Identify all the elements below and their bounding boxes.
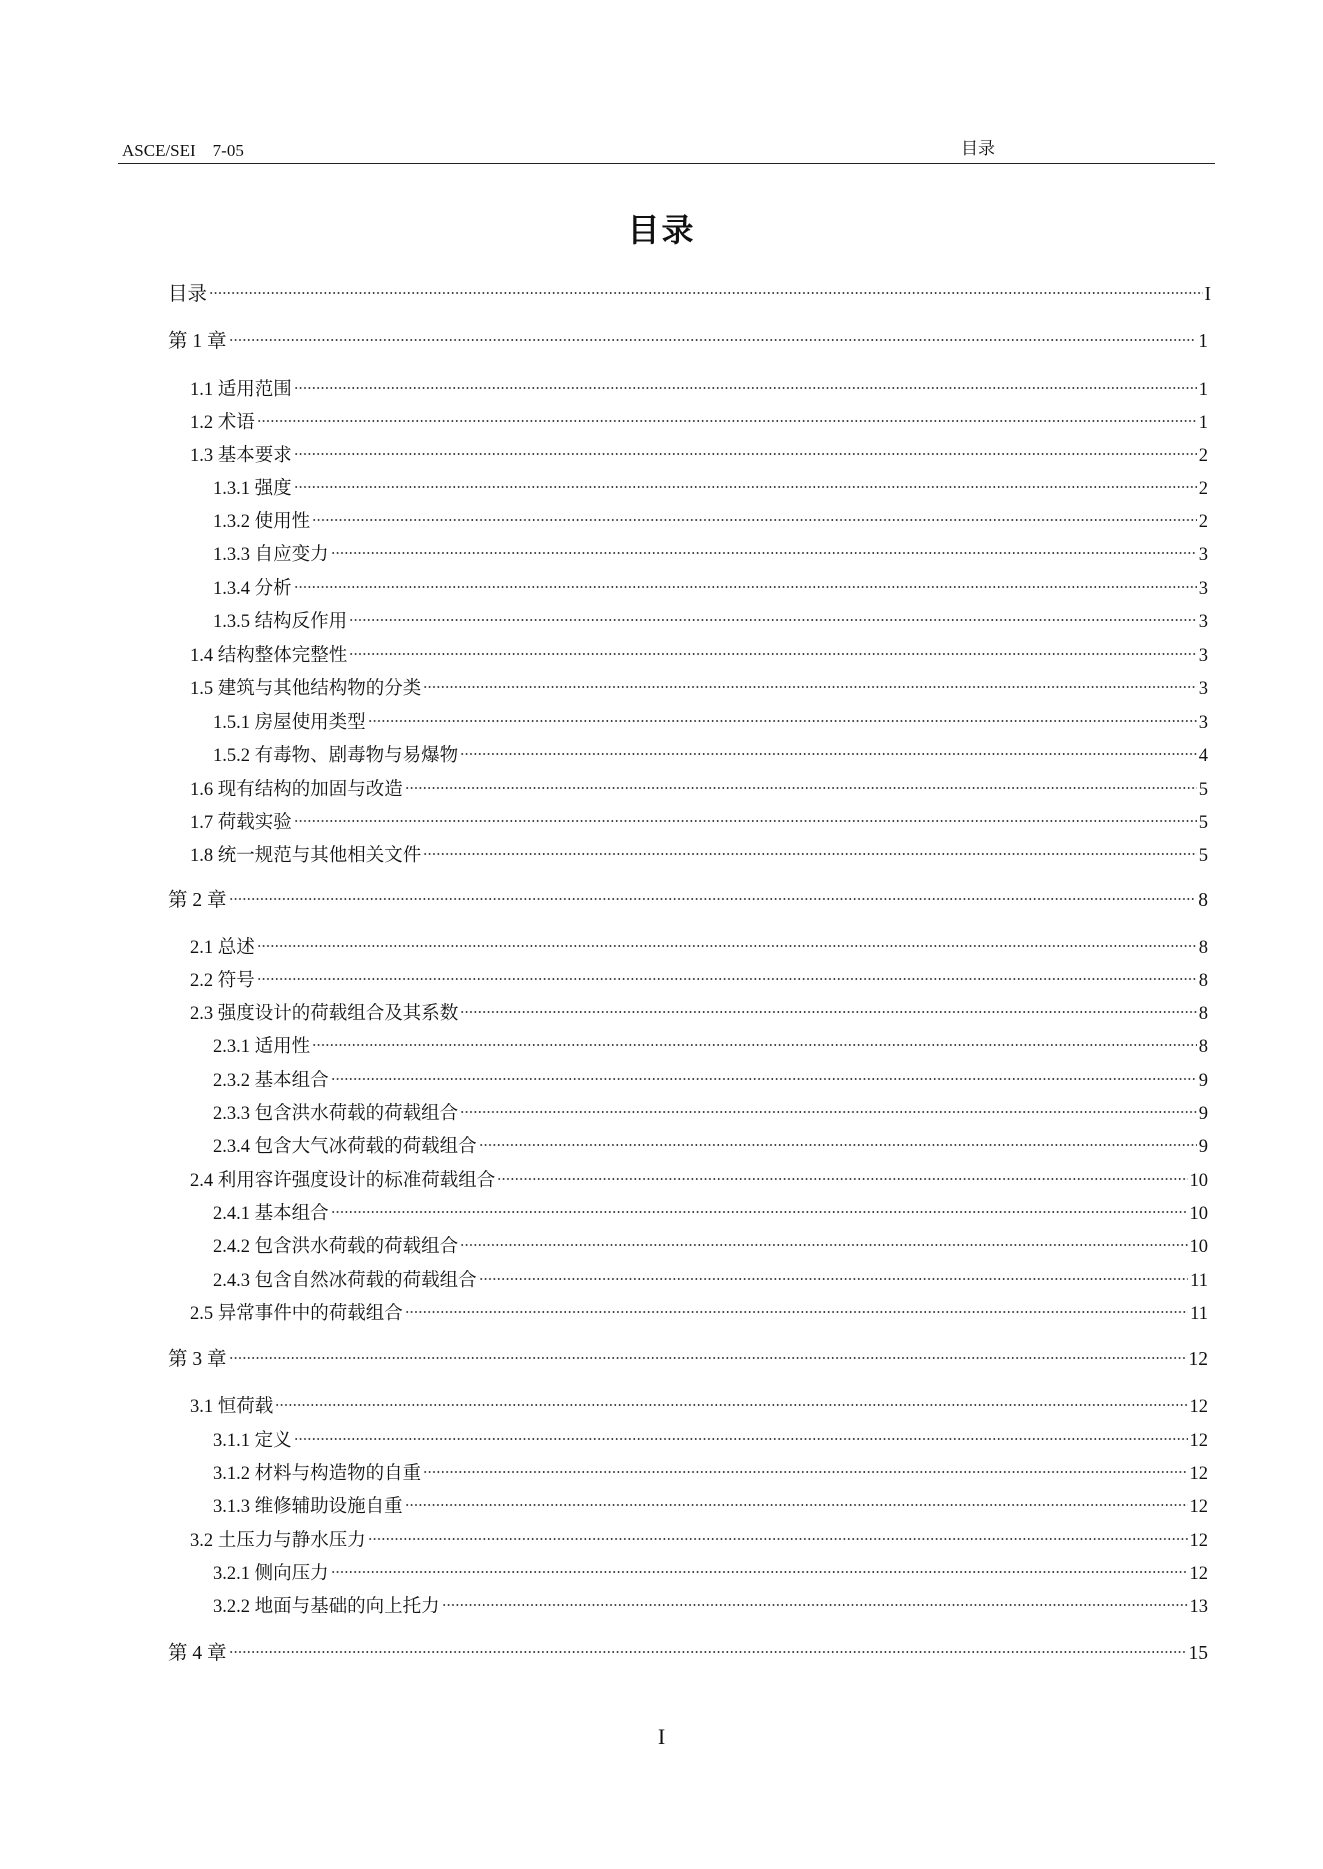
toc-entry-page: 12 — [1189, 1564, 1208, 1584]
toc-entry-label: 第 2 章 — [168, 890, 227, 911]
toc-entry-label: 1.8 统一规范与其他相关文件 — [190, 846, 422, 866]
header-section-title: 目录 — [961, 139, 995, 158]
toc-dot-leader — [331, 1193, 1188, 1219]
toc-entry-page: 2 — [1198, 512, 1208, 532]
toc-entry[interactable] — [213, 1126, 1208, 1157]
toc-dot-leader — [479, 1260, 1189, 1286]
toc-entry[interactable] — [213, 1553, 1208, 1584]
toc-entry-label: 第 4 章 — [168, 1643, 227, 1664]
toc-entry-page: 8 — [1198, 1004, 1208, 1024]
toc-dot-leader — [294, 802, 1197, 828]
toc-entry-page: 12 — [1189, 1464, 1208, 1484]
toc-entry-label: 2.1 总述 — [190, 938, 255, 958]
toc-entry[interactable] — [190, 1160, 1208, 1191]
toc-entry-label: 2.2 符号 — [190, 971, 255, 991]
toc-entry-label: 3.1.2 材料与构造物的自重 — [213, 1464, 422, 1484]
toc-dot-leader — [368, 702, 1197, 728]
toc-entry[interactable] — [213, 501, 1208, 532]
page-number: I — [657, 1724, 666, 1749]
toc-dot-leader — [294, 568, 1197, 594]
toc-dot-leader — [257, 402, 1197, 428]
toc-entry-label: 1.1 适用范围 — [190, 380, 292, 400]
toc-entry-page: 12 — [1189, 1397, 1208, 1417]
toc-entry-page: 12 — [1189, 1531, 1208, 1551]
toc-entry[interactable] — [190, 960, 1208, 991]
toc-entry[interactable] — [190, 1293, 1208, 1324]
toc-entry-label: 1.3.3 自应变力 — [213, 545, 329, 565]
toc-dot-leader — [331, 1060, 1197, 1086]
toc-entry-label: 1.4 结构整体完整性 — [190, 646, 348, 666]
toc-entry-label: 1.3.4 分析 — [213, 579, 292, 599]
toc-dot-leader — [460, 993, 1196, 1019]
page-header — [118, 134, 1215, 164]
toc-entry-page: 9 — [1198, 1137, 1208, 1157]
toc-entry-page: 12 — [1189, 1497, 1208, 1517]
toc-entry-label: 1.2 术语 — [190, 413, 255, 433]
toc-entry-page: 10 — [1189, 1237, 1208, 1257]
toc-entry[interactable] — [190, 369, 1208, 400]
toc-entry[interactable] — [213, 1093, 1208, 1124]
toc-entry[interactable] — [190, 927, 1208, 958]
toc-dot-leader — [479, 1126, 1197, 1152]
toc-entry[interactable] — [190, 769, 1208, 800]
toc-dot-leader — [442, 1586, 1188, 1612]
toc-entry-label: 1.6 现有结构的加固与改造 — [190, 780, 403, 800]
toc-entry-page: 9 — [1198, 1104, 1208, 1124]
toc-entry-page: 4 — [1198, 746, 1208, 766]
toc-entry[interactable] — [190, 402, 1208, 433]
toc-entry-page: 12 — [1189, 1431, 1208, 1451]
toc-dot-leader — [349, 635, 1196, 661]
toc-entry-label: 第 1 章 — [168, 331, 227, 352]
toc-dot-leader — [423, 1453, 1187, 1479]
toc-entry[interactable] — [190, 668, 1208, 699]
toc-entry-label: 1.5 建筑与其他结构物的分类 — [190, 679, 422, 699]
toc-entry-page: 11 — [1190, 1304, 1208, 1324]
toc-entry[interactable] — [213, 1420, 1208, 1451]
toc-entry-label: 3.1.1 定义 — [213, 1431, 292, 1451]
toc-entry-page: 3 — [1198, 545, 1208, 565]
toc-dot-leader — [257, 960, 1197, 986]
toc-entry-label: 3.2 土压力与静水压力 — [190, 1531, 366, 1551]
toc-entry-label: 1.5.2 有毒物、剧毒物与易爆物 — [213, 746, 459, 766]
toc-entry-page: 5 — [1198, 813, 1208, 833]
toc-entry[interactable] — [190, 1386, 1208, 1417]
toc-entry-label: 3.2.1 侧向压力 — [213, 1564, 329, 1584]
toc-dot-leader — [257, 927, 1197, 953]
toc-entry-label: 2.3 强度设计的荷载组合及其系数 — [190, 1004, 459, 1024]
toc-entry[interactable] — [213, 1260, 1208, 1291]
toc-entry-label: 2.3.4 包含大气冰荷载的荷载组合 — [213, 1137, 477, 1157]
toc-entry-page: 3 — [1198, 579, 1208, 599]
toc-entry-page: 12 — [1188, 1349, 1208, 1370]
toc-entry-page: 3 — [1198, 646, 1208, 666]
toc-dot-leader — [312, 1026, 1197, 1052]
toc-entry-page: 10 — [1189, 1171, 1208, 1191]
toc-entry-page: 2 — [1198, 446, 1208, 466]
toc-entry-page: 3 — [1198, 713, 1208, 733]
toc-entry-page: 5 — [1198, 780, 1208, 800]
toc-entry[interactable] — [213, 468, 1208, 499]
toc-dot-leader — [331, 1553, 1188, 1579]
toc-entry-label: 2.3.2 基本组合 — [213, 1071, 329, 1091]
toc-entry[interactable] — [213, 1060, 1208, 1091]
toc-dot-leader — [423, 668, 1196, 694]
toc-entry[interactable] — [168, 274, 1211, 305]
toc-entry[interactable] — [213, 735, 1208, 766]
toc-entry[interactable] — [168, 880, 1208, 911]
toc-entry-page: 2 — [1198, 479, 1208, 499]
toc-entry[interactable] — [168, 1339, 1208, 1370]
toc-entry-label: 2.5 异常事件中的荷载组合 — [190, 1304, 403, 1324]
toc-entry[interactable] — [190, 802, 1208, 833]
toc-entry-label: 2.4.2 包含洪水荷载的荷载组合 — [213, 1237, 459, 1257]
toc-dot-leader — [460, 1093, 1197, 1119]
toc-entry-label: 2.4 利用容许强度设计的标准荷载组合 — [190, 1171, 496, 1191]
toc-dot-leader — [229, 321, 1197, 347]
toc-entry-label: 第 3 章 — [168, 1349, 227, 1370]
toc-entry[interactable] — [213, 1026, 1208, 1057]
toc-dot-leader — [209, 274, 1202, 300]
toc-entry[interactable] — [190, 635, 1208, 666]
toc-entry-label: 2.4.3 包含自然冰荷载的荷载组合 — [213, 1271, 477, 1291]
toc-entry-page: 15 — [1188, 1643, 1208, 1664]
toc-entry-page: 11 — [1190, 1271, 1208, 1291]
toc-entry-page: 1 — [1198, 413, 1208, 433]
toc-entry-page: 3 — [1198, 612, 1208, 632]
toc-entry[interactable] — [213, 601, 1208, 632]
toc-entry-label: 3.2.2 地面与基础的向上托力 — [213, 1597, 440, 1617]
toc-entry-label: 1.3.2 使用性 — [213, 512, 311, 532]
toc-entry-label: 1.7 荷载实验 — [190, 813, 292, 833]
toc-entry-page: 3 — [1198, 679, 1208, 699]
toc-entry[interactable] — [213, 1453, 1208, 1484]
toc-dot-leader — [349, 601, 1197, 627]
toc-dot-leader — [497, 1160, 1187, 1186]
toc-entry-page: I — [1204, 284, 1211, 305]
toc-dot-leader — [405, 1293, 1188, 1319]
toc-entry-page: 8 — [1198, 1037, 1208, 1057]
toc-dot-leader — [229, 880, 1197, 906]
toc-entry-label: 1.3.1 强度 — [213, 479, 292, 499]
toc-entry-label: 1.5.1 房屋使用类型 — [213, 713, 366, 733]
toc-entry[interactable] — [213, 568, 1208, 599]
toc-dot-leader — [423, 835, 1196, 861]
toc-entry-page: 9 — [1198, 1071, 1208, 1091]
toc-dot-leader — [229, 1633, 1187, 1659]
toc-entry[interactable] — [168, 1633, 1208, 1664]
toc-entry[interactable] — [213, 1586, 1208, 1617]
toc-entry-label: 1.3.5 结构反作用 — [213, 612, 348, 632]
toc-entry-label: 2.4.1 基本组合 — [213, 1204, 329, 1224]
toc-entry[interactable] — [213, 1486, 1208, 1517]
toc-dot-leader — [294, 468, 1197, 494]
toc-entry[interactable] — [213, 1226, 1208, 1257]
toc-entry[interactable] — [190, 1520, 1208, 1551]
toc-entry[interactable] — [190, 835, 1208, 866]
toc-dot-leader — [294, 369, 1197, 395]
toc-entry-page: 8 — [1198, 971, 1208, 991]
toc-entry-page: 1 — [1198, 380, 1208, 400]
toc-entry-label: 3.1 恒荷载 — [190, 1397, 274, 1417]
toc-dot-leader — [460, 735, 1197, 761]
page-title: 目录 — [627, 211, 696, 249]
header-rule — [118, 163, 1215, 164]
toc-dot-leader — [405, 1486, 1188, 1512]
toc-dot-leader — [331, 534, 1197, 560]
toc-dot-leader — [368, 1520, 1188, 1546]
toc-entry[interactable] — [213, 1193, 1208, 1224]
toc-entry-page: 8 — [1198, 938, 1208, 958]
toc-dot-leader — [229, 1339, 1187, 1365]
toc-entry[interactable] — [190, 993, 1208, 1024]
toc-dot-leader — [294, 1420, 1188, 1446]
toc-entry[interactable] — [190, 435, 1208, 466]
toc-entry[interactable] — [168, 321, 1208, 352]
toc-entry-label: 1.3 基本要求 — [190, 446, 292, 466]
header-doc-code: ASCE/SEI 7-05 — [122, 141, 244, 160]
toc-entry-page: 8 — [1198, 890, 1208, 911]
toc-dot-leader — [460, 1226, 1187, 1252]
toc-entry-label: 目录 — [168, 284, 208, 305]
toc-dot-leader — [275, 1386, 1187, 1412]
toc-entry-page: 10 — [1189, 1204, 1208, 1224]
toc-entry-page: 5 — [1198, 846, 1208, 866]
toc-entry[interactable] — [213, 534, 1208, 565]
toc-entry-label: 2.3.3 包含洪水荷载的荷载组合 — [213, 1104, 459, 1124]
toc-entry-page: 1 — [1198, 331, 1208, 352]
toc-dot-leader — [294, 435, 1197, 461]
toc-entry-label: 3.1.3 维修辅助设施自重 — [213, 1497, 403, 1517]
toc-entry-label: 2.3.1 适用性 — [213, 1037, 311, 1057]
toc-dot-leader — [312, 501, 1197, 527]
toc-entry[interactable] — [213, 702, 1208, 733]
toc-dot-leader — [405, 769, 1197, 795]
toc-entry-page: 13 — [1189, 1597, 1208, 1617]
